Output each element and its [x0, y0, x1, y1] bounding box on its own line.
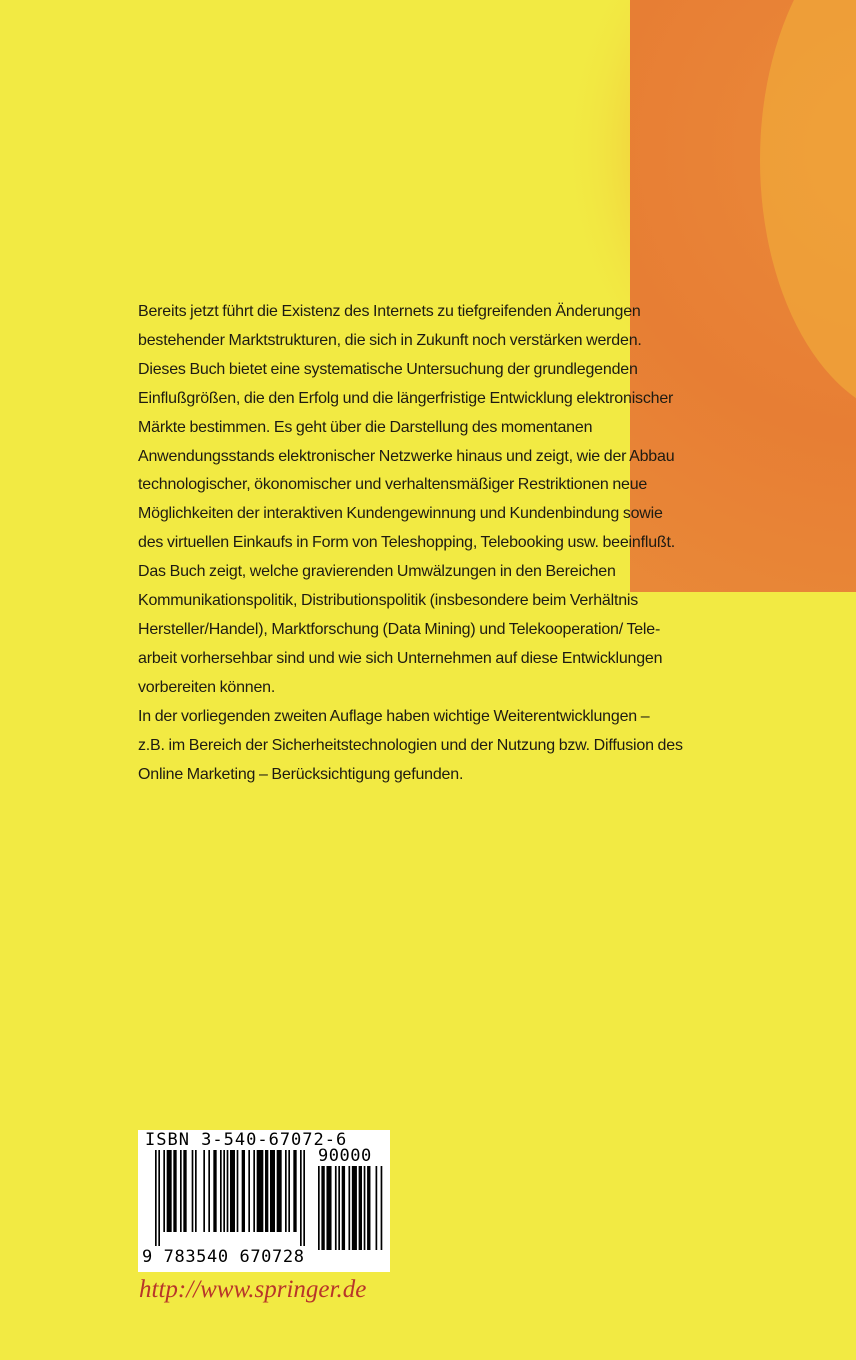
barcode-bar — [192, 1150, 194, 1232]
barcode-bar — [335, 1166, 337, 1250]
barcode-bar — [293, 1150, 296, 1232]
barcode-bar — [220, 1150, 222, 1232]
barcode-bar — [381, 1166, 383, 1250]
barcode-bar — [277, 1150, 282, 1232]
barcode-bar — [208, 1150, 210, 1232]
barcode-bar — [303, 1150, 305, 1246]
blurb-line: Anwendungsstands elektronischer Netzwerke hinaus und zeigt, wie der Abbau — [138, 447, 675, 465]
barcode-bar — [367, 1166, 370, 1250]
blurb-line: Kommunikationspolitik, Distributionspolitik (insbesondere beim Verhältnis — [138, 592, 639, 610]
barcode-bar — [167, 1150, 172, 1232]
blurb-line: z.B. im Bereich der Sicherheitstechnologien und der Nutzung bzw. Diffusion des — [138, 736, 683, 754]
barcode-bar — [300, 1150, 302, 1246]
barcode-bar — [338, 1166, 340, 1250]
addon-bars — [318, 1166, 384, 1250]
barcode-bar — [183, 1150, 186, 1232]
barcode-bar — [376, 1166, 378, 1250]
blurb-line: Das Buch zeigt, welche gravierenden Umwälzungen in den Bereichen — [138, 563, 616, 581]
blurb-line: des virtuellen Einkaufs in Form von Teleshopping, Telebooking usw. beeinflußt. — [138, 534, 675, 552]
barcode-bar — [265, 1150, 268, 1232]
barcode-bar — [348, 1166, 350, 1250]
isbn-barcode — [138, 1130, 390, 1272]
barcode-bar — [288, 1150, 290, 1232]
barcode-bar — [253, 1150, 255, 1232]
barcode-bar — [163, 1150, 165, 1232]
publisher-url[interactable]: http://www.springer.de — [139, 1276, 367, 1303]
blurb-line: vorbereiten können. — [138, 678, 276, 696]
barcode-bar — [230, 1150, 235, 1232]
barcode-bar — [213, 1150, 216, 1232]
isbn-text: ISBN 3-540-67072-6 — [145, 1130, 348, 1150]
blurb-line: Möglichkeiten der interaktiven Kundengewinnung und Kundenbindung sowie — [138, 505, 663, 523]
barcode-bar — [352, 1166, 357, 1250]
barcode-bar — [158, 1150, 160, 1246]
blurb-line: In der vorliegenden zweiten Auflage haben wichtige Weiterentwicklungen – — [138, 707, 650, 725]
barcode-bar — [270, 1150, 275, 1232]
blurb-line: Dieses Buch bietet eine systematische Untersuchung der grundlegenden — [138, 360, 638, 378]
barcode-bar — [342, 1166, 345, 1250]
barcode-bar — [223, 1150, 225, 1232]
addon-number: 90000 — [318, 1146, 372, 1166]
blurb-line: technologischer, ökonomischer und verhaltensmäßiger Restriktionen neue — [138, 476, 648, 494]
blurb-line: Einflußgrößen, die den Erfolg und die längerfristige Entwicklung elektronischer — [138, 389, 674, 407]
barcode-bar — [195, 1150, 197, 1232]
blurb-line: Online Marketing – Berücksichtigung gefunden. — [138, 765, 464, 783]
barcode-bar — [326, 1166, 331, 1250]
blurb-line: Märkte bestimmen. Es geht über die Darstellung des momentanen — [138, 418, 593, 436]
barcode-bar — [364, 1166, 366, 1250]
blurb-text — [138, 298, 718, 789]
barcode-bar — [203, 1150, 205, 1232]
barcode-bar — [155, 1150, 157, 1246]
barcode-bar — [180, 1150, 182, 1232]
barcode-bar — [227, 1150, 229, 1232]
blurb-line: Bereits jetzt führt die Existenz des Internets zu tiefgreifenden Änderungen — [138, 303, 641, 320]
barcode-bar — [318, 1166, 320, 1250]
blurb-line: bestehender Marktstrukturen, die sich in Zukunft noch verstärken werden. — [138, 331, 642, 349]
barcode-bar — [359, 1166, 362, 1250]
blurb-line: arbeit vorhersehbar sind und wie sich Unternehmen auf diese Entwicklungen — [138, 649, 663, 667]
blurb-line: Hersteller/Handel), Marktforschung (Data Mining) und Telekooperation/ Tele- — [138, 620, 661, 638]
barcode-bar — [242, 1150, 245, 1232]
barcode-bar — [257, 1150, 264, 1232]
barcode-bar — [248, 1150, 250, 1232]
barcode-bar — [321, 1166, 324, 1250]
barcode-bar — [237, 1150, 239, 1232]
barcode-bar — [173, 1150, 176, 1232]
barcode-bar — [285, 1150, 287, 1232]
ean-number: 9 783540 670728 — [142, 1247, 305, 1267]
